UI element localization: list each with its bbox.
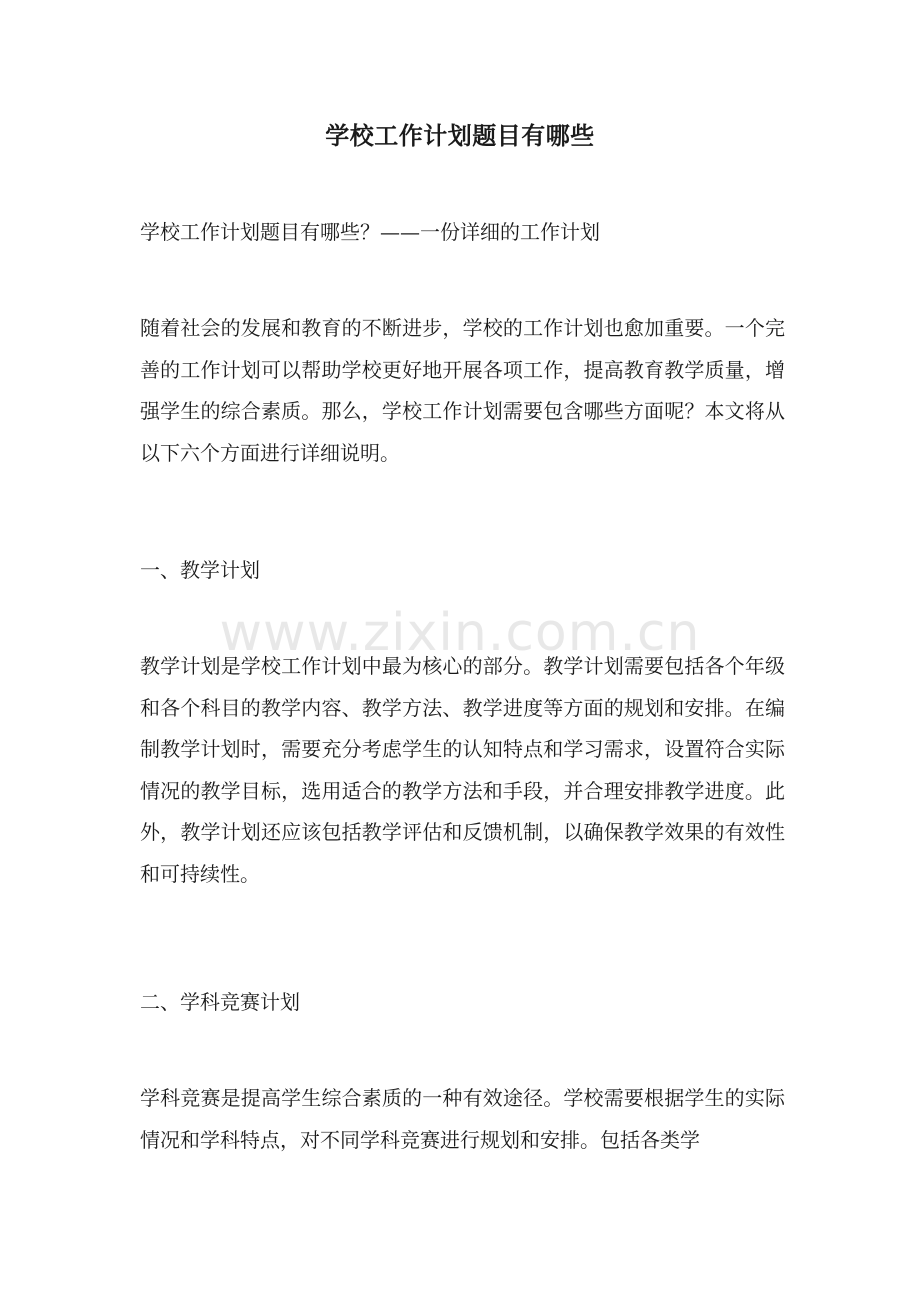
document-subtitle: 学校工作计划题目有哪些？——一份详细的工作计划 bbox=[140, 220, 600, 244]
intro-paragraph: 随着社会的发展和教育的不断进步，学校的工作计划也愈加重要。一个完善的工作计划可以帮助学校更好地开展各项工作，提高教育教学质量，增强学生的综合素质。那么，学校工作计划需要包含哪些方面呢？本文将从以下六个方面进行详细说明。 bbox=[140, 316, 785, 465]
section-body-teaching-plan: 教学计划是学校工作计划中最为核心的部分。教学计划需要包括各个年级和各个科目的教学内容、教学方法、教学进度等方面的规划和安排。在编制教学计划时，需要充分考虑学生的认知特点和学习需求，设置符合实际情况的教学目标，选用适合的教学方法和手段，并合理安排教学进度。此外，教学计划还应该包括教学评估和反馈机制，以确保教学效果的有效性和可持续性。 bbox=[140, 654, 785, 886]
document-title: 学校工作计划题目有哪些 bbox=[325, 121, 595, 150]
site-watermark: www.zixin.com.cn bbox=[219, 603, 701, 663]
section-heading-competition-plan: 二、学科竞赛计划 bbox=[140, 990, 300, 1014]
section-body-competition-plan: 学科竞赛是提高学生综合素质的一种有效途径。学校需要根据学生的实际情况和学科特点，对不同学科竞赛进行规划和安排。包括各类学 bbox=[140, 1086, 785, 1152]
section-heading-teaching-plan: 一、教学计划 bbox=[140, 558, 260, 582]
